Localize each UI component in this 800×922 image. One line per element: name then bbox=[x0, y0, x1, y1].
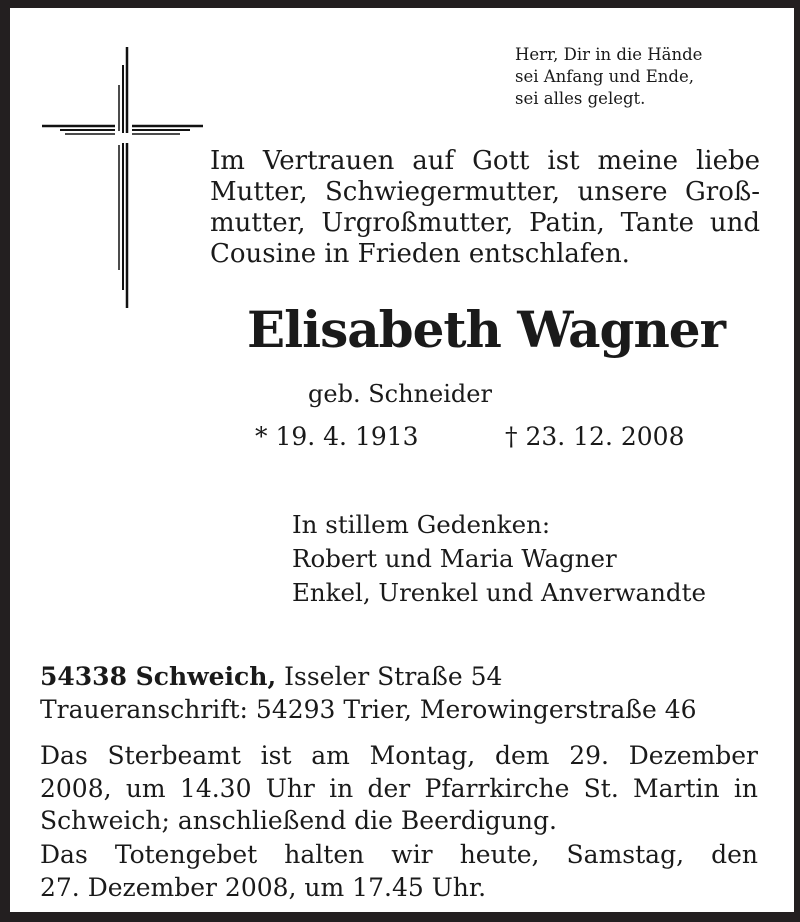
death-date: † 23. 12. 2008 bbox=[505, 422, 685, 451]
birth-name: geb. Schneider bbox=[308, 380, 492, 408]
mourners bbox=[292, 508, 706, 610]
verse-line: sei Anfang und Ende, bbox=[515, 67, 694, 86]
intro-line: Im Vertrauen auf Gott ist meine liebe bbox=[210, 146, 760, 176]
prayer-line: 27. Dezember 2008, um 17.45 Uhr. bbox=[40, 872, 487, 902]
service-info bbox=[40, 740, 758, 838]
service-line: Das Sterbeamt ist am Montag, dem 29. Dezember bbox=[40, 741, 758, 770]
prayer-line: Das Totengebet halten wir heute, Samstag, den bbox=[40, 840, 758, 869]
mourner-line: Enkel, Urenkel und Anverwandte bbox=[292, 578, 706, 607]
mourning-address: Traueranschrift: 54293 Trier, Merowingerstraße 46 bbox=[40, 694, 697, 724]
address-block bbox=[40, 661, 758, 726]
birth-date: * 19. 4. 1913 bbox=[255, 422, 419, 451]
intro-text bbox=[210, 146, 760, 270]
cross-icon bbox=[40, 45, 205, 310]
mourner-line: Robert und Maria Wagner bbox=[292, 544, 617, 573]
intro-line: Mutter, Schwiegermutter, unsere Groß- bbox=[210, 177, 760, 207]
deceased-name: Elisabeth Wagner bbox=[247, 300, 725, 359]
mourners-heading: In stillem Gedenken: bbox=[292, 510, 551, 539]
service-line: 2008, um 14.30 Uhr in der Pfarrkirche St. Martin in bbox=[40, 773, 758, 803]
service-line: Schweich; anschließend die Beerdigung. bbox=[40, 806, 557, 835]
address-city: 54338 Schweich, bbox=[40, 662, 277, 691]
verse-line: sei alles gelegt. bbox=[515, 89, 646, 108]
bible-verse bbox=[515, 44, 702, 110]
verse-line: Herr, Dir in die Hände bbox=[515, 45, 703, 64]
intro-line: mutter, Urgroßmutter, Patin, Tante und bbox=[210, 208, 760, 238]
intro-line: Cousine in Frieden entschlafen. bbox=[210, 239, 630, 269]
address-street: Isseler Straße 54 bbox=[284, 662, 503, 691]
prayer-info bbox=[40, 839, 758, 904]
